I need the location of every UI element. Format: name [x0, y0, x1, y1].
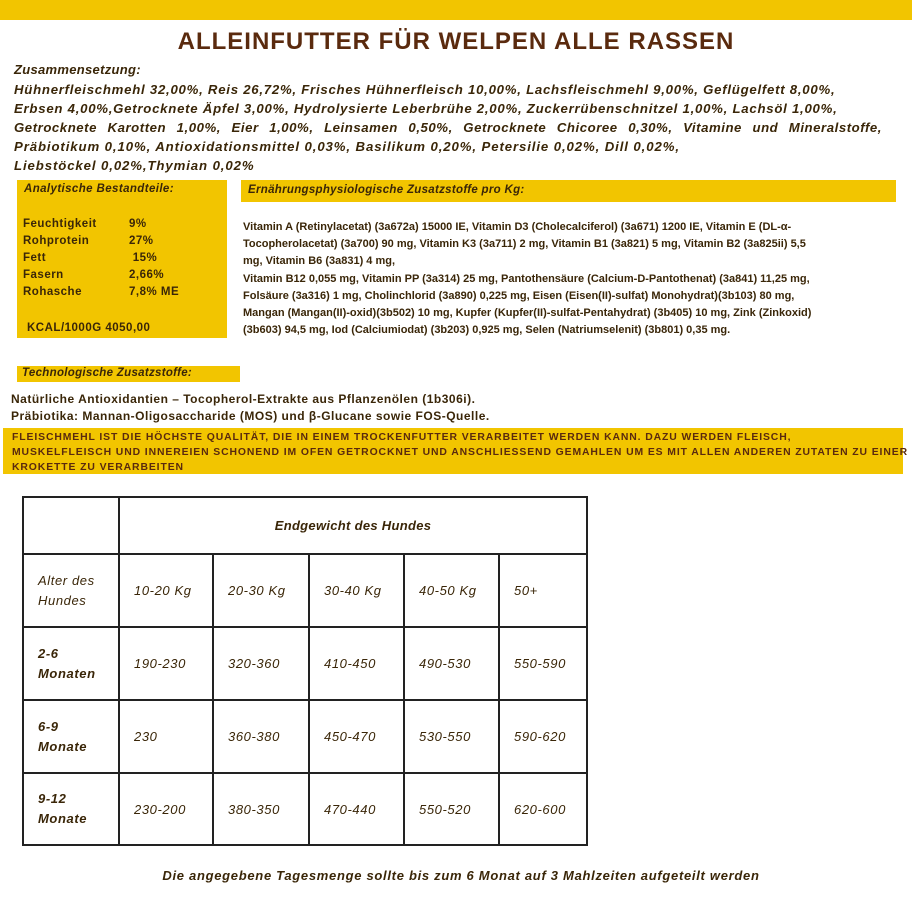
amount-cell: 380-350 — [213, 773, 309, 845]
analytic-value: 9% — [129, 218, 147, 230]
amount-cell: 230-200 — [119, 773, 213, 845]
notice-line: FLEISCHMEHL IST DIE HÖCHSTE QUALITÄT, DIE IN EINEM TROCKENFUTTER VERARBEITET WERDEN KANN. DAZU WERDEN FLEISCH, — [12, 432, 792, 443]
additives-line: Mangan (Mangan(II)-oxid)(3b502) 10 mg, Kupfer (Kupfer(II)-sulfat-Pentahydrat) (3b405) 10 mg, Zink (Zinkoxid) — [243, 307, 812, 320]
amount-cell: 620-600 — [499, 773, 587, 845]
analytic-value: 2,66% — [129, 269, 165, 281]
meat-meal-notice — [3, 428, 908, 474]
amount-cell: 550-520 — [404, 773, 499, 845]
age-cell — [23, 700, 119, 773]
age-line: Monaten — [38, 665, 96, 681]
age-line: Monate — [38, 811, 88, 826]
table-row — [23, 700, 587, 773]
analytic-value: 7,8% ME — [129, 286, 180, 298]
analytic-row — [23, 286, 180, 298]
analytic-value: 27% — [129, 235, 154, 247]
analytic-row — [23, 269, 165, 281]
additives-line: Tocopherolacetat) (3a700) 90 mg, Vitamin K3 (3a711) 2 mg, Vitamin B1 (3a821) 5 mg, Vitamin B2 (3a825ii) 5,5 — [243, 238, 806, 251]
additives-text — [243, 219, 883, 339]
amount-cell: 550-590 — [499, 627, 587, 700]
additives-line: Vitamin A (Retinylacetat) (3a672a) 15000 IE, Vitamin D3 (Cholecalciferol) (3a671) 1200 IE, Vitamin E (DL-α- — [243, 221, 792, 233]
analytic-label: Fasern — [23, 269, 64, 281]
analytic-row — [23, 218, 147, 230]
technological-heading: Technologische Zusatzstoffe: — [22, 367, 193, 379]
analytic-label: Rohasche — [23, 286, 82, 298]
additives-line: (3b603) 94,5 mg, Iod (Calciumiodat) (3b203) 0,925 mg, Selen (Natriumselenit) (3b801) 0,35 mg. — [243, 324, 731, 337]
table-header-row — [23, 497, 587, 554]
additives-line: mg, Vitamin B6 (3a831) 4 mg, — [243, 255, 396, 268]
table-weights-row — [23, 554, 587, 627]
feeding-note: Die angegebene Tagesmenge sollte bis zum 6 Monat auf 3 Mahlzeiten aufgeteilt werden — [162, 868, 760, 883]
notice-line: MUSKELFLEISCH UND INNEREIEN SCHONEND IM OFEN GETROCKNET UND ANSCHLIESSEND GEMAHLEN UM ES MIT ALLEN ANDEREN ZUTATEN ZU EINER — [12, 447, 908, 458]
age-line: Monate — [38, 738, 88, 754]
composition-text — [14, 80, 882, 175]
composition-line: Hühnerfleischmehl 32,00%, Reis 26,72%, Frisches Hühnerfleisch 10,00%, Lachsfleischmehl 9,00%, Geflügelfett 8,00%, — [14, 82, 836, 97]
age-line: 6-9 — [38, 718, 59, 734]
amount-cell: 230 — [119, 700, 213, 773]
amount-cell: 320-360 — [213, 627, 309, 700]
age-label-line: Hundes — [38, 592, 87, 608]
additives-line: Vitamin B12 0,055 mg, Vitamin PP (3a314) 25 mg, Pantothensäure (Calcium-D-Pantothenat) (3a841) 11,25 mg, — [243, 272, 810, 285]
composition-line: Erbsen 4,00%,Getrocknete Äpfel 3,00%, Hydrolysierte Leberbrühe 2,00%, Zuckerrübenschnitzel 1,00%, Lachsöl 1,00%, — [14, 101, 838, 116]
analytic-label: Feuchtigkeit — [23, 218, 97, 230]
final-weight-header: Endgewicht des Hundes — [119, 497, 587, 554]
technological-line: Präbiotika: Mannan-Oligosaccharide (MOS) und β-Glucane sowie FOS-Quelle. — [11, 409, 490, 423]
analytic-value: 15% — [129, 252, 158, 264]
table-row — [23, 627, 587, 700]
weight-class-cell: 10-20 Kg — [119, 554, 213, 627]
additives-heading-bar — [241, 180, 896, 202]
composition-line: Getrocknete Karotten 1,00%, Eier 1,00%, Leinsamen 0,50%, Getrocknete Chicoree 0,30%, Vitamine und Mineralstoffe, — [14, 120, 882, 135]
analytic-panel — [17, 180, 227, 338]
weight-class-cell: 30-40 Kg — [309, 554, 404, 627]
weight-class-cell: 20-30 Kg — [213, 554, 309, 627]
dosage-table — [22, 496, 588, 846]
amount-cell: 190-230 — [119, 627, 213, 700]
composition-heading: Zusammensetzung: — [14, 62, 141, 77]
analytic-row — [23, 252, 158, 264]
page-title: ALLEINFUTTER FÜR WELPEN ALLE RASSEN — [177, 28, 735, 55]
additives-heading: Ernährungsphysiologische Zusatzstoffe pro Kg: — [248, 184, 525, 196]
amount-cell: 490-530 — [404, 627, 499, 700]
age-label-line: Alter des — [38, 572, 95, 588]
amount-cell: 470-440 — [309, 773, 404, 845]
analytic-label: Fett — [23, 252, 47, 264]
amount-cell: 360-380 — [213, 700, 309, 773]
additives-line: Folsäure (3a316) 1 mg, Cholinchlorid (3a890) 0,225 mg, Eisen (Eisen(II)-sulfat) Monohydrat)(3b103) 80 mg, — [243, 289, 795, 302]
amount-cell: 410-450 — [309, 627, 404, 700]
technological-line: Natürliche Antioxidantien – Tocopherol-Extrakte aus Pflanzenölen (1b306i). — [11, 392, 476, 406]
kcal-value: KCAL/1000G 4050,00 — [27, 322, 151, 334]
technological-heading-bar — [17, 366, 240, 382]
table-corner-cell — [23, 497, 119, 554]
composition-line: Liebstöckel 0,02%,Thymian 0,02% — [14, 158, 255, 173]
age-cell — [23, 773, 119, 845]
age-line: 2-6 — [38, 645, 59, 661]
weight-class-cell: 50+ — [499, 554, 587, 627]
table-row — [23, 773, 587, 845]
amount-cell: 530-550 — [404, 700, 499, 773]
analytic-row — [23, 235, 154, 247]
notice-line: KROKETTE ZU VERARBEITEN — [12, 462, 184, 473]
top-accent-bar — [0, 0, 912, 20]
composition-line: Präbiotikum 0,10%, Antioxidationsmittel 0,03%, Basilikum 0,20%, Petersilie 0,02%, Dill 0,02%, — [14, 139, 680, 154]
amount-cell: 590-620 — [499, 700, 587, 773]
age-column-label — [23, 554, 119, 627]
age-cell — [23, 627, 119, 700]
amount-cell: 450-470 — [309, 700, 404, 773]
weight-class-cell: 40-50 Kg — [404, 554, 499, 627]
age-line: 9-12 — [38, 791, 67, 806]
analytic-label: Rohprotein — [23, 235, 90, 247]
analytic-heading: Analytische Bestandteile: — [24, 183, 174, 195]
